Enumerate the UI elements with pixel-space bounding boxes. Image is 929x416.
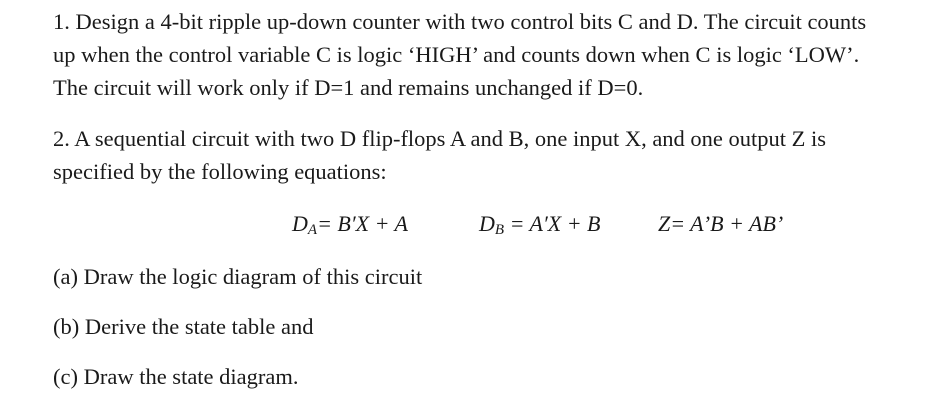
- equation-db: [479, 207, 600, 247]
- equations-row: [0, 207, 929, 241]
- question-1-text: 1. Design a 4-bit ripple up-down counter with two control bits C and D. The circuit counts up when the control variable C is logic ‘HIGH’ and counts down when C is logic ‘LOW’. The circuit will work only if D=1 and remains unchanged if D=0.: [53, 9, 867, 100]
- equation-db-rhs: = A′X + B: [504, 211, 601, 236]
- equation-da-rhs: = B′X + A: [317, 211, 408, 236]
- equation-da: [292, 207, 408, 247]
- equation-db-var: D: [479, 211, 495, 236]
- equation-z: Z= A’B + AB’: [658, 211, 784, 236]
- part-c-text: (c) Draw the state diagram.: [53, 364, 299, 389]
- equation-da-subscript: A: [307, 222, 318, 238]
- part-b-text: (b) Derive the state table and: [53, 314, 314, 339]
- equation-da-var: D: [292, 211, 308, 236]
- question-2-text: 2. A sequential circuit with two D flip-flops A and B, one input X, and one output Z is specified by the following equations:: [53, 126, 827, 184]
- part-a-text: (a) Draw the logic diagram of this circuit: [53, 264, 423, 289]
- equation-db-subscript: B: [494, 222, 505, 238]
